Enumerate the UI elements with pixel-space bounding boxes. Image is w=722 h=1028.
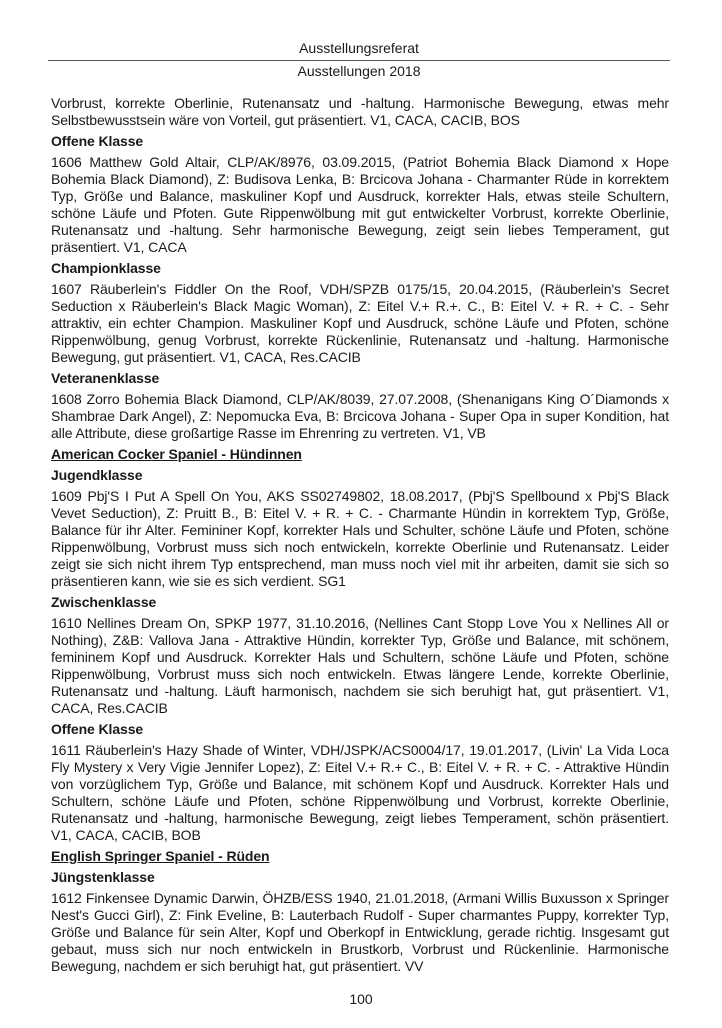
document-body [51, 95, 669, 975]
class-heading: Championklasse [51, 260, 161, 276]
entry-paragraph: 1611 Räuberlein's Hazy Shade of Winter, VDH/JSPK/ACS0004/17, 19.01.2017, (Livin' La Vida Loca Fly Mystery x Very Vigie Jennifer Lopez), Z: Eitel V.+ R.+ C., B: Eitel V. + R. + C. - Attraktive Hündin von vorzüglichem Typ, Größe und Balance, mit schönem Kopf und Ausdruck. Korrekter Hals und Schultern, schöne Läufe und Pfoten, schöne Rippenwölbung und Vorbrust, korrekte Oberlinie, Rutenansatz und -haltung, harmonische Bewegung, zeigt liebes Temperament, schön präsentiert. V1, CACA, CACIB, BOB [51, 742, 669, 843]
entry-paragraph: 1612 Finkensee Dynamic Darwin, ÖHZB/ESS 1940, 21.01.2018, (Armani Willis Buxusson x Springer Nest's Gucci Girl), Z: Fink Eveline, B: Lauterbach Rudolf - Super charmantes Puppy, korrekter Typ, Größe und Balance für sein Alter, Kopf und Oberkopf in Entwicklung, gerade richtig. Insgesamt gut gebaut, muss sich nur noch entwickeln in Brustkorb, Vorbrust und Rückenlinie. Harmonische Bewegung, nachdem er sich beruhigt hat, gut präsentiert. VV [51, 890, 669, 974]
class-heading: Offene Klasse [51, 133, 144, 149]
class-heading: Veteranenklasse [51, 370, 160, 386]
entry-paragraph: 1609 Pbj'S I Put A Spell On You, AKS SS02749802, 18.08.2017, (Pbj'S Spellbound x Pbj'S Black Vevet Seduction), Z: Pruitt B., B: Eitel V. + R. + C. - Charmante Hündin in korrektem Typ, Größe, Balance für ihr Alter. Femininer Kopf, korrekter Hals und Schulter, schöne Läufe und Pfoten, schöne Rippenwölbung, Vorbrust muss sich noch entwickeln, korrekte Oberlinie und Rutenansatz. Leider zeigt sie sich nicht ihrem Typ entsprechend, man muss noch viel mit ihr arbeiten, damit sie sich so präsentieren kann, wie sie es sich verdient. SG1 [51, 488, 669, 589]
entry-paragraph: 1610 Nellines Dream On, SPKP 1977, 31.10.2016, (Nellines Cant Stopp Love You x Nellines All or Nothing), Z&B: Vallova Jana - Attraktive Hündin, korrekter Typ, Größe und Balance, mit schönem, femininem Kopf und Ausdruck. Korrekter Hals und Schultern, schöne Läufe und Pfoten, schöne Rippenwölbung, Vorbrust muss sich noch entwickeln. Etwas längere Lende, korrekte Oberlinie, Rutenansatz und -haltung. Läuft harmonisch, nachdem sie sich beruhigt hat, gut präsentiert. V1, CACA, Res.CACIB [51, 615, 669, 716]
entry-paragraph: 1608 Zorro Bohemia Black Diamond, CLP/AK/8039, 27.07.2008, (Shenanigans King O´Diamonds x Shambrae Dark Angel), Z: Nepomucka Eva, B: Brcicova Johana - Super Opa in super Kondition, hat alle Attribute, diese großartige Rasse im Ehrenring zu vertreten. V1, VB [51, 391, 669, 441]
page-number: 100 [349, 991, 373, 1007]
breed-heading: American Cocker Spaniel - Hündinnen [51, 446, 302, 462]
class-heading: Zwischenklasse [51, 594, 157, 610]
class-heading: Offene Klasse [51, 721, 144, 737]
paragraph-continuation: Vorbrust, korrekte Oberlinie, Rutenansatz und -haltung. Harmonische Bewegung, etwas mehr Selbstbewusstsein wäre von Vorteil, gut präsentiert. V1, CACA, CACIB, BOS [51, 95, 669, 128]
entry-paragraph: 1607 Räuberlein's Fiddler On the Roof, VDH/SPZB 0175/15, 20.04.2015, (Räuberlein's Secret Seduction x Räuberlein's Black Magic Woman), Z: Eitel V.+ R.+. C., B: Eitel V. + R. + C. - Sehr attraktiv, ein echter Champion. Maskuliner Kopf und Ausdruck, schöne Läufe und Pfoten, schöne Rippenwölbung, genug Vorbrust, korrekte Rückenlinie, Rutenansatz und -haltung. Harmonische Bewegung, gut präsentiert. V1, CACA, Res.CACIB [51, 281, 669, 365]
breed-heading: English Springer Spaniel - Rüden [51, 848, 270, 864]
entry-paragraph: 1606 Matthew Gold Altair, CLP/AK/8976, 03.09.2015, (Patriot Bohemia Black Diamond x Hope Bohemia Black Diamond), Z: Budisova Lenka, B: Brcicova Johana - Charmanter Rüde in korrektem Typ, Größe und Balance, maskuliner Kopf und Ausdruck, korrekter Hals, etwas steile Schultern, schöne Läufe und Pfoten. Gute Rippenwölbung mit gut entwickelter Vorbrust, korrekte Oberlinie, Rutenansatz und -haltung. Sehr harmonische Bewegung, zeigt sein liebes Temperament, gut präsentiert. V1, CACA [51, 154, 669, 255]
class-heading: Jugendklasse [51, 467, 143, 483]
class-heading: Jüngstenklasse [51, 869, 155, 885]
running-header-title: Ausstellungsreferat [299, 40, 419, 56]
running-header-subtitle: Ausstellungen 2018 [297, 63, 421, 79]
header-divider [48, 60, 670, 61]
page-header [48, 40, 670, 80]
